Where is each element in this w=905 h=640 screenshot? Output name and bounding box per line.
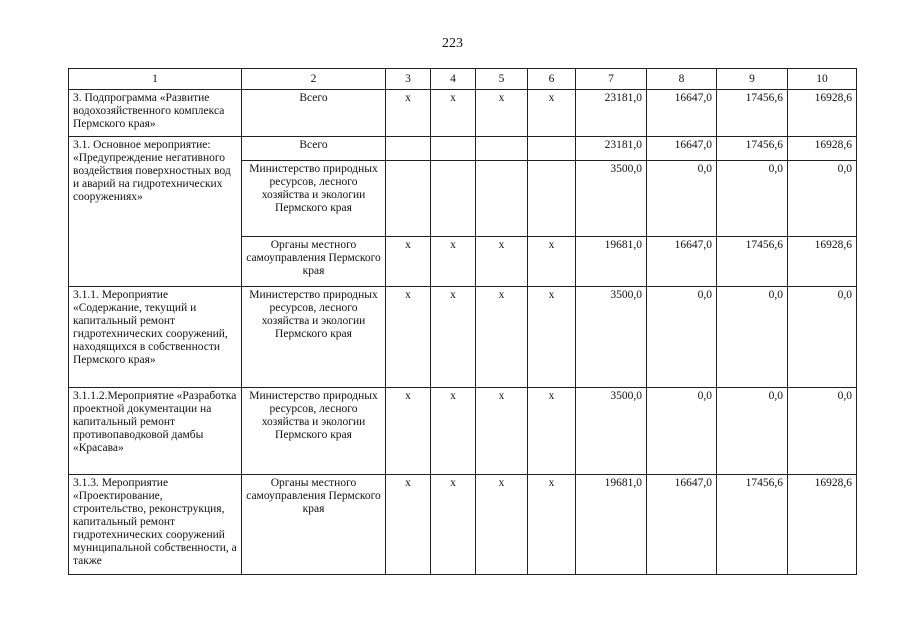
amount-cell-c8: 0,0 — [647, 161, 717, 237]
amount-cell-c8: 16647,0 — [647, 475, 717, 575]
program-name-cell: 3.1.3. Мероприятие «Проектирование, строительство, реконструкция, капитальный ремонт гидротехнических сооружений муниципальной собственности, а также — [69, 475, 242, 575]
amount-cell-c9: 0,0 — [717, 161, 788, 237]
mark-cell-c3: x — [386, 388, 431, 475]
mark-cell-c4: x — [431, 90, 476, 137]
column-header-8: 8 — [647, 69, 717, 90]
mark-cell-c5: x — [476, 475, 528, 575]
mark-cell-c6: x — [528, 388, 576, 475]
mark-cell-c4: x — [431, 475, 476, 575]
mark-cell-c5: x — [476, 237, 528, 287]
column-header-9: 9 — [717, 69, 788, 90]
amount-cell-c10: 16928,6 — [788, 137, 857, 161]
amount-cell-c10: 0,0 — [788, 161, 857, 237]
program-name-cell: 3. Подпрограмма «Развитие водохозяйственного комплекса Пермского края» — [69, 90, 242, 137]
mark-cell-c4: x — [431, 388, 476, 475]
page-number: 223 — [442, 36, 463, 51]
program-name-cell: 3.1.1. Мероприятие «Содержание, текущий и капитальный ремонт гидротехнических сооружений, находящихся в собственности Пермского края» — [69, 287, 242, 388]
table-row — [69, 388, 857, 475]
executor-cell: Министерство природных ресурсов, лесного хозяйства и экологии Пермского края — [242, 388, 386, 475]
header-row — [69, 69, 857, 90]
table-row — [69, 287, 857, 388]
mark-cell-c6 — [528, 161, 576, 237]
mark-cell-c6 — [528, 137, 576, 161]
amount-cell-c8: 0,0 — [647, 388, 717, 475]
executor-cell: Всего — [242, 137, 386, 161]
amount-cell-c7: 3500,0 — [576, 161, 647, 237]
column-header-1: 1 — [69, 69, 242, 90]
mark-cell-c5: x — [476, 287, 528, 388]
executor-cell: Министерство природных ресурсов, лесного хозяйства и экологии Пермского края — [242, 161, 386, 237]
amount-cell-c10: 0,0 — [788, 287, 857, 388]
program-name-cell: 3.1. Основное мероприятие: «Предупреждение негативного воздействия поверхностных вод и аварий на гидротехнических сооружениях» — [69, 137, 242, 287]
table-row — [69, 137, 857, 161]
table-body — [69, 90, 857, 575]
amount-cell-c9: 0,0 — [717, 388, 788, 475]
mark-cell-c6: x — [528, 475, 576, 575]
executor-cell: Органы местного самоуправления Пермского края — [242, 237, 386, 287]
mark-cell-c4: x — [431, 237, 476, 287]
mark-cell-c3: x — [386, 237, 431, 287]
executor-cell: Органы местного самоуправления Пермского края — [242, 475, 386, 575]
amount-cell-c8: 16647,0 — [647, 137, 717, 161]
mark-cell-c5: x — [476, 90, 528, 137]
column-header-3: 3 — [386, 69, 431, 90]
mark-cell-c3: x — [386, 475, 431, 575]
budget-table — [68, 68, 857, 575]
mark-cell-c6: x — [528, 90, 576, 137]
table-row — [69, 475, 857, 575]
amount-cell-c7: 3500,0 — [576, 287, 647, 388]
mark-cell-c4 — [431, 161, 476, 237]
column-header-10: 10 — [788, 69, 857, 90]
mark-cell-c3 — [386, 137, 431, 161]
column-header-4: 4 — [431, 69, 476, 90]
amount-cell-c9: 17456,6 — [717, 90, 788, 137]
amount-cell-c9: 17456,6 — [717, 237, 788, 287]
program-name-cell: 3.1.1.2.Мероприятие «Разработка проектной документации на капитальный ремонт противопаводковой дамбы «Красава» — [69, 388, 242, 475]
amount-cell-c10: 16928,6 — [788, 475, 857, 575]
amount-cell-c10: 16928,6 — [788, 90, 857, 137]
mark-cell-c6: x — [528, 287, 576, 388]
amount-cell-c9: 17456,6 — [717, 137, 788, 161]
amount-cell-c7: 23181,0 — [576, 90, 647, 137]
amount-cell-c10: 16928,6 — [788, 237, 857, 287]
amount-cell-c7: 3500,0 — [576, 388, 647, 475]
amount-cell-c8: 0,0 — [647, 287, 717, 388]
amount-cell-c10: 0,0 — [788, 388, 857, 475]
amount-cell-c9: 0,0 — [717, 287, 788, 388]
mark-cell-c3: x — [386, 287, 431, 388]
executor-cell: Министерство природных ресурсов, лесного хозяйства и экологии Пермского края — [242, 287, 386, 388]
column-header-2: 2 — [242, 69, 386, 90]
amount-cell-c8: 16647,0 — [647, 90, 717, 137]
mark-cell-c6: x — [528, 237, 576, 287]
column-header-6: 6 — [528, 69, 576, 90]
column-header-5: 5 — [476, 69, 528, 90]
mark-cell-c5: x — [476, 388, 528, 475]
amount-cell-c7: 23181,0 — [576, 137, 647, 161]
table-header — [69, 69, 857, 90]
column-header-7: 7 — [576, 69, 647, 90]
amount-cell-c7: 19681,0 — [576, 475, 647, 575]
mark-cell-c5 — [476, 161, 528, 237]
mark-cell-c4 — [431, 137, 476, 161]
mark-cell-c4: x — [431, 287, 476, 388]
amount-cell-c8: 16647,0 — [647, 237, 717, 287]
table-row — [69, 90, 857, 137]
mark-cell-c3 — [386, 161, 431, 237]
executor-cell: Всего — [242, 90, 386, 137]
mark-cell-c3: x — [386, 90, 431, 137]
mark-cell-c5 — [476, 137, 528, 161]
amount-cell-c9: 17456,6 — [717, 475, 788, 575]
amount-cell-c7: 19681,0 — [576, 237, 647, 287]
